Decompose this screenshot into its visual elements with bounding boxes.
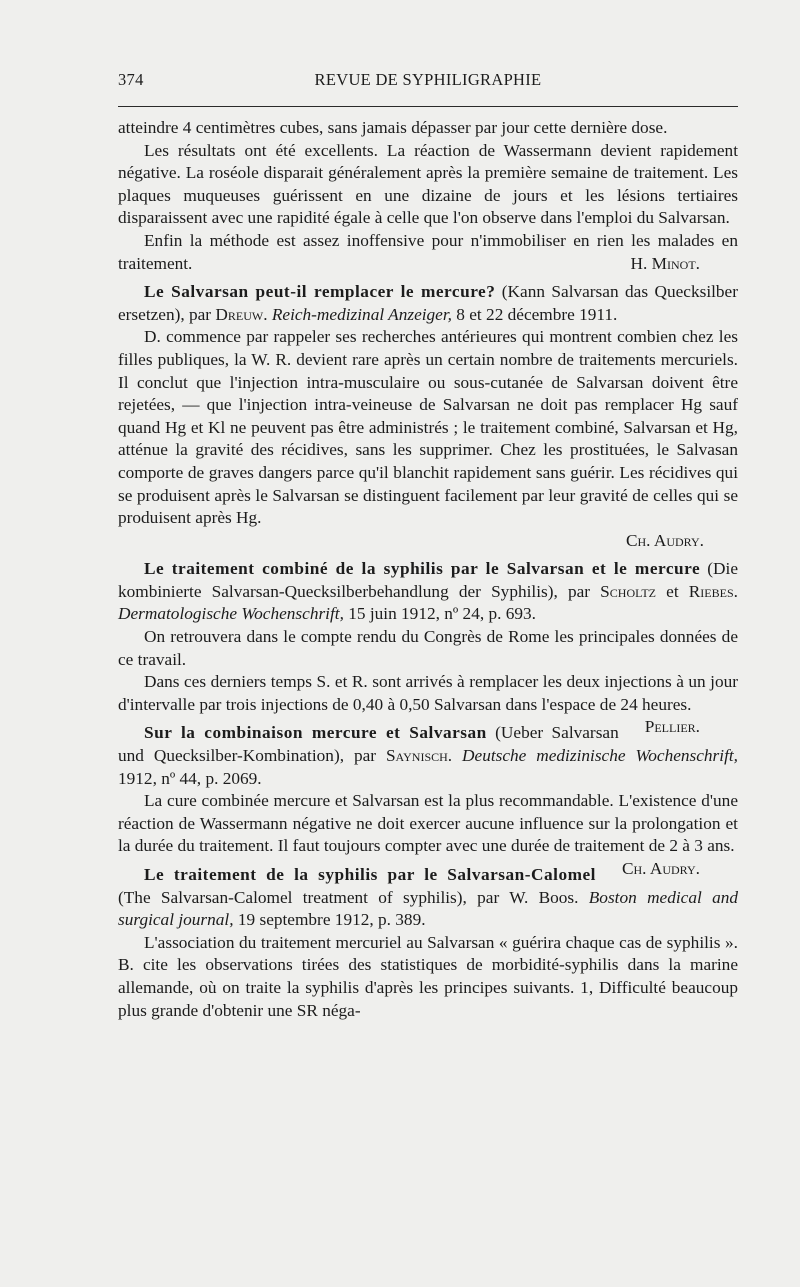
intro-signature: H. Minot.: [630, 253, 700, 273]
intro-continuation: atteindre 4 centimètres cubes, sans jamais dépasser par jour cette dernière dose.: [118, 118, 668, 137]
entry2-author1: Scholtz: [600, 581, 657, 601]
entry3-author: Saynisch: [385, 746, 448, 766]
page-number: 374: [118, 70, 144, 89]
header-rule: [118, 106, 738, 107]
entry4-title: Le traitement de la syphilis par le Salvarsan-Calomel: [144, 865, 596, 884]
entry2-subtitle: (Die kombinierte Salvarsan-Quecksilberbehandlung der Syphilis), par: [118, 559, 738, 601]
entry3-journal: Deutsche medizinische Wochenschrift,: [462, 746, 739, 766]
entry4-journal: Boston medical and surgical journal,: [118, 887, 738, 930]
entry2-heading: [118, 558, 738, 626]
entry1-body: D. commence par rappeler ses recherches antérieures qui montrent combien chez les filles publiques, la W. R. devient rare après un certain nombre de traitements mercuriels. Il conclut que l'injection intra-musculaire ou sous-cutanée de Salvarsan doivent être rejetées, — que l'injection intra-veineuse de Salvarsan ne doit pas remplacer Hg sauf quand Hg et Kl ne peuvent pas être administrés ; le traitement combiné, Salvarsan et Hg, atténue la gravité des récidives, sans les supprimer. Chez les prostituées, le Salvasan comporte de graves dangers parce qu'il blanchit rapidement sans guérir. Les récidives qui se produisent après le Salvarsan se distinguent facilement par leur gravité de celles qui se produisent après Hg.: [118, 327, 738, 528]
entry2-title: Le traitement combiné de la syphilis par le Salvarsan et le mercure: [144, 559, 701, 579]
entry1-title: Le Salvarsan peut-il remplacer le mercure?: [144, 282, 496, 302]
entry2-paragraph1: On retrouvera dans le compte rendu du Congrès de Rome les principales données de ce travail.: [118, 627, 738, 669]
entry3-signature: Ch. Audry.: [621, 859, 700, 878]
entry1-author: Dreuw: [215, 304, 264, 324]
entry2-paragraph2-text: Dans ces derniers temps S. et R. sont arrivés à remplacer les deux injections à un jour d'intervalle par trois injections de 0,40 à 0,50 Salvarsan dans l'espace de 24 heures.: [118, 672, 738, 714]
entry1-separator: .: [263, 304, 272, 324]
entry4-subtitle: (The Salvarsan-Calomel treatment of syphilis), par W. Boos.: [118, 887, 589, 907]
entry1-signature: Ch. Audry.: [625, 530, 704, 550]
intro-results-paragraph: Les résultats ont été excellents. La réaction de Wassermann devient rapidement négative. La roséole disparait généralement après la première semaine de traitement. Les plaques muqueuses guérissent en une dizaine de jours et les lésions tertiaires disparaissent avec une rapidité égale à celle que l'on observe dans l'emploi du Salvarsan.: [118, 140, 738, 228]
entry1-heading: [118, 281, 738, 326]
entry3-separator: .: [447, 746, 463, 766]
entry1-citation: 8 et 22 décembre 1911.: [451, 304, 618, 324]
entry3-body-text: La cure combinée mercure et Salvarsan est la plus recommandable. L'existence d'une réaction de Wassermann négative ne doit exercer aucune influence sur la prolongation et la durée du traitement. Il faut toujours compter avec une durée de traitement de 2 à 3 ans.: [118, 791, 738, 856]
entry3-citation: 1912, nº 44, p. 2069.: [118, 768, 262, 788]
entry2-and: et: [656, 581, 689, 601]
entry4-citation: 19 septembre 1912, p. 389.: [233, 910, 426, 930]
entry1-subtitle: (Kann Salvarsan das Quecksilber ersetzen), par: [118, 282, 738, 324]
running-title: REVUE DE SYPHILIGRAPHIE: [314, 70, 542, 89]
entry3-subtitle: (Ueber Salvarsan und Quecksilber-Kombination), par: [118, 723, 619, 766]
running-header: [118, 70, 738, 96]
page-body: [118, 117, 738, 1022]
entry4-body: L'association du traitement mercuriel au Salvarsan « guérira chaque cas de syphilis ». B. cite les observations tirées des statistiques de morbidité-syphilis dans la marine allemande, où on traite la syphilis d'après les principes suivants. 1, Difficulté beaucoup plus grande d'obtenir une SR néga-: [118, 932, 738, 1020]
intro-final-paragraph: [118, 230, 738, 275]
entry1-journal: Reich-medizinal Anzeiger,: [271, 304, 452, 324]
entry2-separator: .: [733, 581, 738, 601]
entry2-journal: Dermatologische Wochenschrift,: [118, 604, 344, 624]
entry3-title: Sur la combinaison mercure et Salvarsan: [144, 723, 487, 743]
entry2-signature: Pellier.: [644, 717, 700, 737]
entry2-author2: Riebes: [688, 581, 734, 601]
intro-final-text: Enfin la méthode est assez inoffensive pour n'immobiliser en rien les malades en traitement.: [118, 230, 738, 273]
entry2-citation: 15 juin 1912, nº 24, p. 693.: [343, 604, 536, 624]
